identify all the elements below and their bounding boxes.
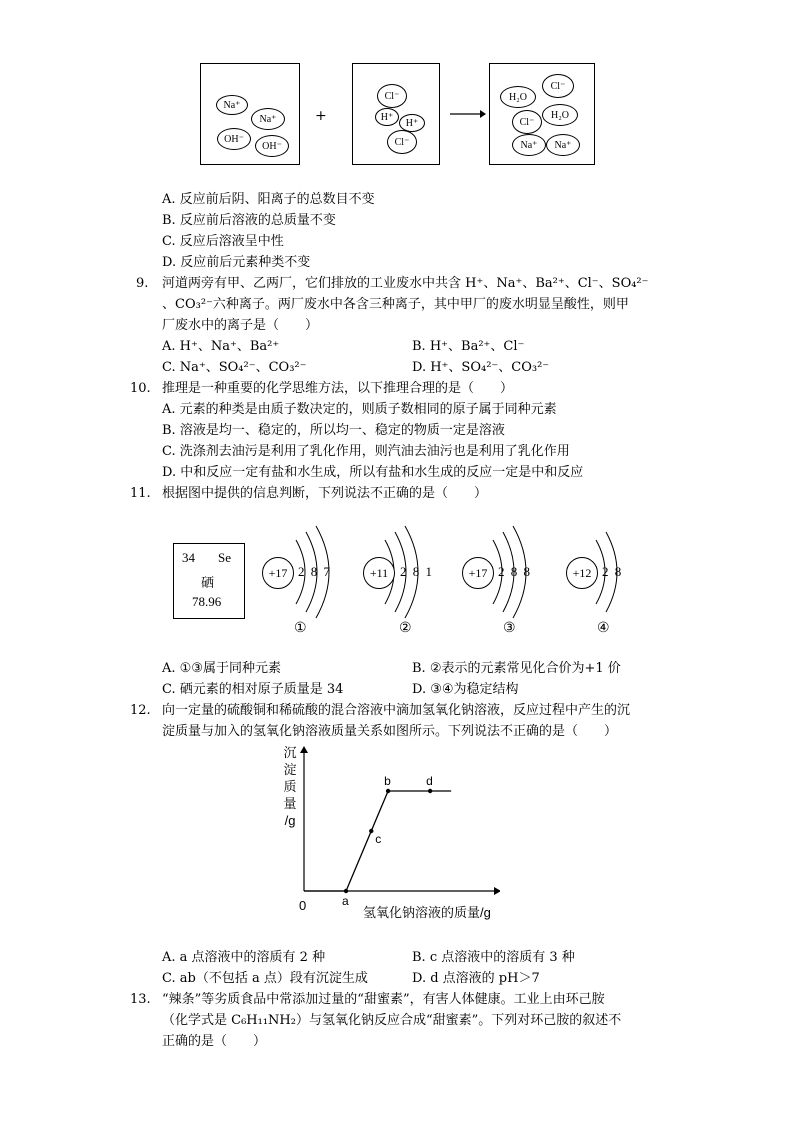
- q9-stem-line1: 河道两旁有甲、乙两厂，它们排放的工业废水中共含 H⁺、Na⁺、Ba²⁺、Cl⁻、SO₄²⁻: [162, 276, 649, 291]
- molecule-h2o: H₂O: [500, 86, 536, 108]
- q12-number: 12.: [130, 703, 151, 718]
- ion-h: H⁺: [399, 114, 425, 132]
- q12-stem-line1: 向一定量的硫酸铜和稀硫酸的混合溶液中滴加氢氧化钠溶液，反应过程中产生的沉: [162, 703, 631, 718]
- q10-option-b[interactable]: B. 溶液是均一、稳定的，所以均一、稳定的物质一定是溶液: [162, 423, 505, 438]
- ion-cl: Cl⁻: [512, 110, 542, 134]
- q9-option-d[interactable]: D. H⁺、SO₄²⁻、CO₃²⁻: [412, 360, 550, 375]
- q9-option-b[interactable]: B. H⁺、Ba²⁺、Cl⁻: [412, 339, 525, 354]
- atom4-label: ④: [597, 620, 610, 636]
- point-label-c: c: [375, 832, 382, 846]
- q11-option-a[interactable]: A. ①③属于同种元素: [162, 661, 281, 676]
- origin-label: 0: [299, 898, 307, 913]
- q12-option-b[interactable]: B. c 点溶液中的溶质有 3 种: [412, 950, 575, 965]
- ion-oh: OH⁻: [255, 135, 289, 157]
- point-label-b: b: [384, 774, 391, 788]
- q8-option-a[interactable]: A. 反应前后阴、阳离子的总数目不变: [162, 192, 375, 207]
- q10-option-c[interactable]: C. 洗涤剂去油污是利用了乳化作用，则汽油去油污也是利用了乳化作用: [162, 444, 570, 459]
- atom3-shells: 2 8 8: [498, 564, 530, 579]
- element-symbol: Se: [218, 550, 231, 565]
- atom1-shells: 2 8 7: [298, 564, 330, 579]
- ion-na: Na⁺: [512, 134, 546, 156]
- point-label-d: d: [426, 774, 433, 788]
- ion-cl: Cl⁻: [542, 74, 574, 98]
- q10-option-a[interactable]: A. 元素的种类是由质子数决定的，则质子数相同的原子属于同种元素: [162, 402, 557, 417]
- q12-option-c[interactable]: C. ab（不包括 a 点）段有沉淀生成: [162, 971, 368, 986]
- q11-option-d[interactable]: D. ③④为稳定结构: [412, 682, 519, 697]
- chart-svg: [290, 745, 500, 905]
- y-axis-arrow: [300, 746, 308, 753]
- ion-na: Na⁺: [216, 95, 248, 115]
- ion-cl: Cl⁻: [387, 130, 417, 154]
- x-axis-label: 氢氧化钠溶液的质量/g: [363, 905, 491, 920]
- ion-na: Na⁺: [546, 134, 580, 156]
- q9-option-c[interactable]: C. Na⁺、SO₄²⁻、CO₃²⁻: [162, 360, 307, 375]
- q13-stem-line1: “辣条”等劣质食品中常添加过量的“甜蜜素”，有害人体健康。工业上由环己胺: [162, 992, 605, 1007]
- atom3-label: ③: [503, 620, 516, 636]
- atom-shells-svg: [0, 520, 794, 620]
- q11-number: 11.: [130, 486, 151, 501]
- point-d: [428, 789, 432, 793]
- ion-oh: OH⁻: [217, 128, 251, 150]
- q13-stem-line3: 正确的是（ ）: [162, 1034, 267, 1049]
- q13-stem-line2: （化学式是 C₆H₁₁NH₂）与氢氧化钠反应合成“甜蜜素”。下列对环己胺的叙述不: [162, 1013, 622, 1028]
- q11-option-b[interactable]: B. ②表示的元素常见化合价为+1 价: [412, 661, 621, 676]
- atom3-nucleus: +17: [462, 557, 494, 589]
- x-axis-arrow: [494, 887, 500, 895]
- atom2-shells: 2 8 1: [400, 564, 432, 579]
- atom4-shells: 2 8: [602, 564, 622, 579]
- ion-h: H⁺: [375, 108, 399, 126]
- y-axis-label: 沉 淀 质 量 /g: [283, 745, 297, 828]
- q11-option-c[interactable]: C. 硒元素的相对原子质量是 34: [162, 682, 344, 697]
- atom4-nucleus: +12: [566, 557, 598, 589]
- q10-option-d[interactable]: D. 中和反应一定有盐和水生成，所以有盐和水生成的反应一定是中和反应: [162, 465, 584, 480]
- plus-sign: +: [315, 108, 327, 124]
- atomic-number: 34: [182, 550, 195, 565]
- q12-option-a[interactable]: A. a 点溶液中的溶质有 2 种: [162, 950, 326, 965]
- product-box: [489, 63, 595, 165]
- atom1-label: ①: [294, 620, 307, 636]
- q8-option-c[interactable]: C. 反应后溶液呈中性: [162, 234, 284, 249]
- ion-na: Na⁺: [251, 108, 285, 130]
- point-b: [386, 789, 390, 793]
- q12-option-d[interactable]: D. d 点溶液的 pH＞7: [412, 971, 540, 986]
- q9-option-a[interactable]: A. H⁺、Na⁺、Ba²⁺: [162, 339, 280, 354]
- q10-number: 10.: [130, 381, 151, 396]
- atom1-nucleus: +17: [262, 557, 294, 589]
- reaction-arrow: [450, 108, 486, 120]
- reactant-box-hcl: [352, 63, 440, 165]
- atom2-nucleus: +11: [363, 557, 395, 589]
- q13-number: 13.: [130, 992, 151, 1007]
- q11-stem: 根据图中提供的信息判断，下列说法不正确的是（ ）: [162, 486, 488, 501]
- q9-stem-line3: 厂废水中的离子是（ ）: [162, 318, 319, 333]
- q8-option-b[interactable]: B. 反应前后溶液的总质量不变: [162, 213, 336, 228]
- q12-stem-line2: 淀质量与加入的氢氧化钠溶液质量关系如图所示。下列说法不正确的是（ ）: [162, 724, 618, 739]
- molecule-h2o: H₂O: [542, 104, 578, 126]
- q8-option-d[interactable]: D. 反应前后元素种类不变: [162, 255, 311, 270]
- atomic-mass: 78.96: [192, 594, 222, 609]
- q9-number: 9.: [136, 276, 149, 291]
- point-label-a: a: [342, 894, 349, 905]
- point-a: [344, 889, 348, 893]
- ion-cl: Cl⁻: [377, 84, 407, 108]
- reactant-box-naoh: [200, 63, 300, 165]
- q9-stem-line2: 、CO₃²⁻六种离子。两厂废水中各含三种离子，其中甲厂的废水明显呈酸性，则甲: [162, 297, 629, 312]
- point-c: [369, 829, 373, 833]
- atom2-label: ②: [399, 620, 412, 636]
- element-name: 硒: [201, 575, 215, 590]
- q10-stem: 推理是一种重要的化学思维方法，以下推理合理的是（ ）: [162, 381, 514, 396]
